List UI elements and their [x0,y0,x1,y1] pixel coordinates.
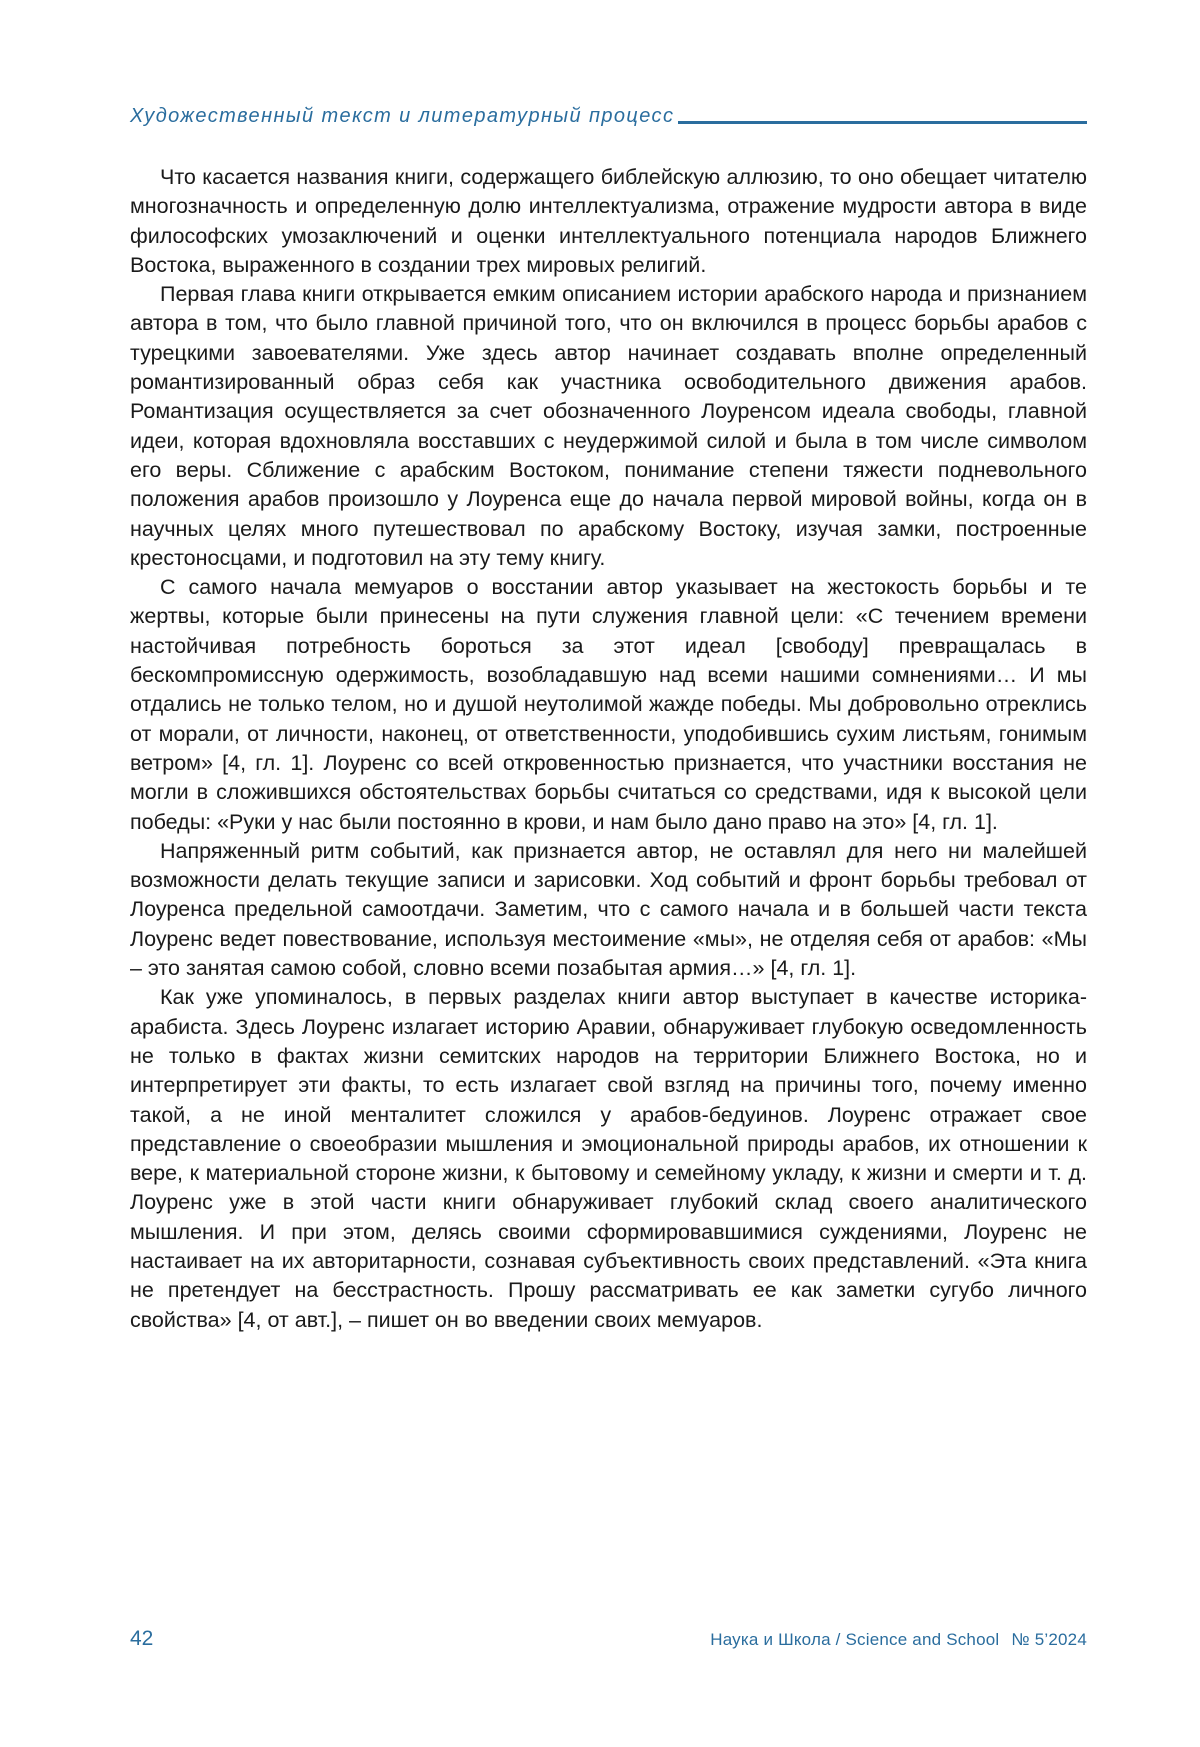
journal-reference [710,1630,1087,1650]
header-rule [678,121,1087,124]
journal-name: Наука и Школа / Science and School [710,1630,1000,1649]
paragraph: Что касается названия книги, содержащего библейскую аллюзию, то оно обещает читателю многозначность и определенную долю интеллектуализма, отражение мудрости автора в виде философских умозаключений и оценки интеллектуального потенциала народов Ближнего Востока, выраженного в создании трех мировых религий. [130,165,1087,277]
issue-number: № 5’2024 [1011,1630,1087,1649]
article-body [130,163,1087,1335]
paragraph: Как уже упоминалось, в первых разделах книги автор выступает в качестве историка-арабиста. Здесь Лоуренс излагает историю Аравии, обнаруживает глубокую осведомленность не только в фактах жизни семитских народов на территории Ближнего Востока, но и интерпретирует эти факты, то есть излагает свой взгляд на причины того, почему именно такой, а не иной менталитет сложился у арабов-бедуинов. Лоуренс отражает свое представление о своеобразии мышления и эмоциональной природы арабов, их отношении к вере, к материальной стороне жизни, к бытовому и семейному укладу, к жизни и смерти и т. д. Лоуренс уже в этой части книги обнаруживает глубокий склад своего аналитического мышления. И при этом, делясь своими сформировавшимися суждениями, Лоуренс не настаивает на их авторитарности, сознавая субъективность своих представлений. «Эта книга не претендует на бесстрастность. Прошу рассматривать ее как заметки сугубо личного свойства» [4, от авт.], – пишет он во введении своих мемуаров. [130,985,1087,1332]
page-footer [130,1627,1087,1651]
paragraph: Напряженный ритм событий, как признается автор, не оставлял для него ни малейшей возможности делать текущие записи и зарисовки. Ход событий и фронт борьбы требовал от Лоуренса предельной самоотдачи. Заметим, что с самого начала и в большей части текста Лоуренс ведет повествование, используя местоимение «мы», не отделяя себя от арабов: «Мы – это занятая самою собой, словно всеми позабытая армия…» [4, гл. 1]. [130,838,1087,981]
section-title: Художественный текст и литературный процесс [130,105,675,127]
page-number: 42 [130,1627,154,1650]
running-header [130,104,1087,128]
paragraph: Первая глава книги открывается емким описанием истории арабского народа и признанием автора в том, что было главной причиной того, что он включился в процесс борьбы арабов с турецкими завоевателями. Уже здесь автор начинает создавать вполне определенный романтизированный образ себя как участника освободительного движения арабов. Романтизация осуществляется за счет обозначенного Лоуренсом идеала свободы, главной идеи, которая вдохновляла восставших с неудержимой силой и была в том числе символом его веры. Сближение с арабским Востоком, понимание степени тяжести подневольного положения арабов произошло у Лоуренса еще до начала первой мировой войны, когда он в научных целях много путешествовал по арабскому Востоку, изучая замки, построенные крестоносцами, и подготовил на эту тему книгу. [130,282,1087,570]
paragraph: С самого начала мемуаров о восстании автор указывает на жестокость борьбы и те жертвы, которые были принесены на пути служения главной цели: «С течением времени настойчивая потребность бороться за этот идеал [свободу] превращалась в бескомпромиссную одержимость, возобладавшую над всеми нашими сомнениями… И мы отдались не только телом, но и душой неутолимой жажде победы. Мы добровольно отреклись от морали, от личности, наконец, от ответственности, уподобившись сухим листьям, гонимым ветром» [4, гл. 1]. Лоуренс со всей откровенностью признается, что участники восстания не могли в сложившихся обстоятельствах борьбы считаться со средствами, идя к высокой цели победы: «Руки у нас были постоянно в крови, и нам было дано право на это» [4, гл. 1]. [130,575,1087,834]
